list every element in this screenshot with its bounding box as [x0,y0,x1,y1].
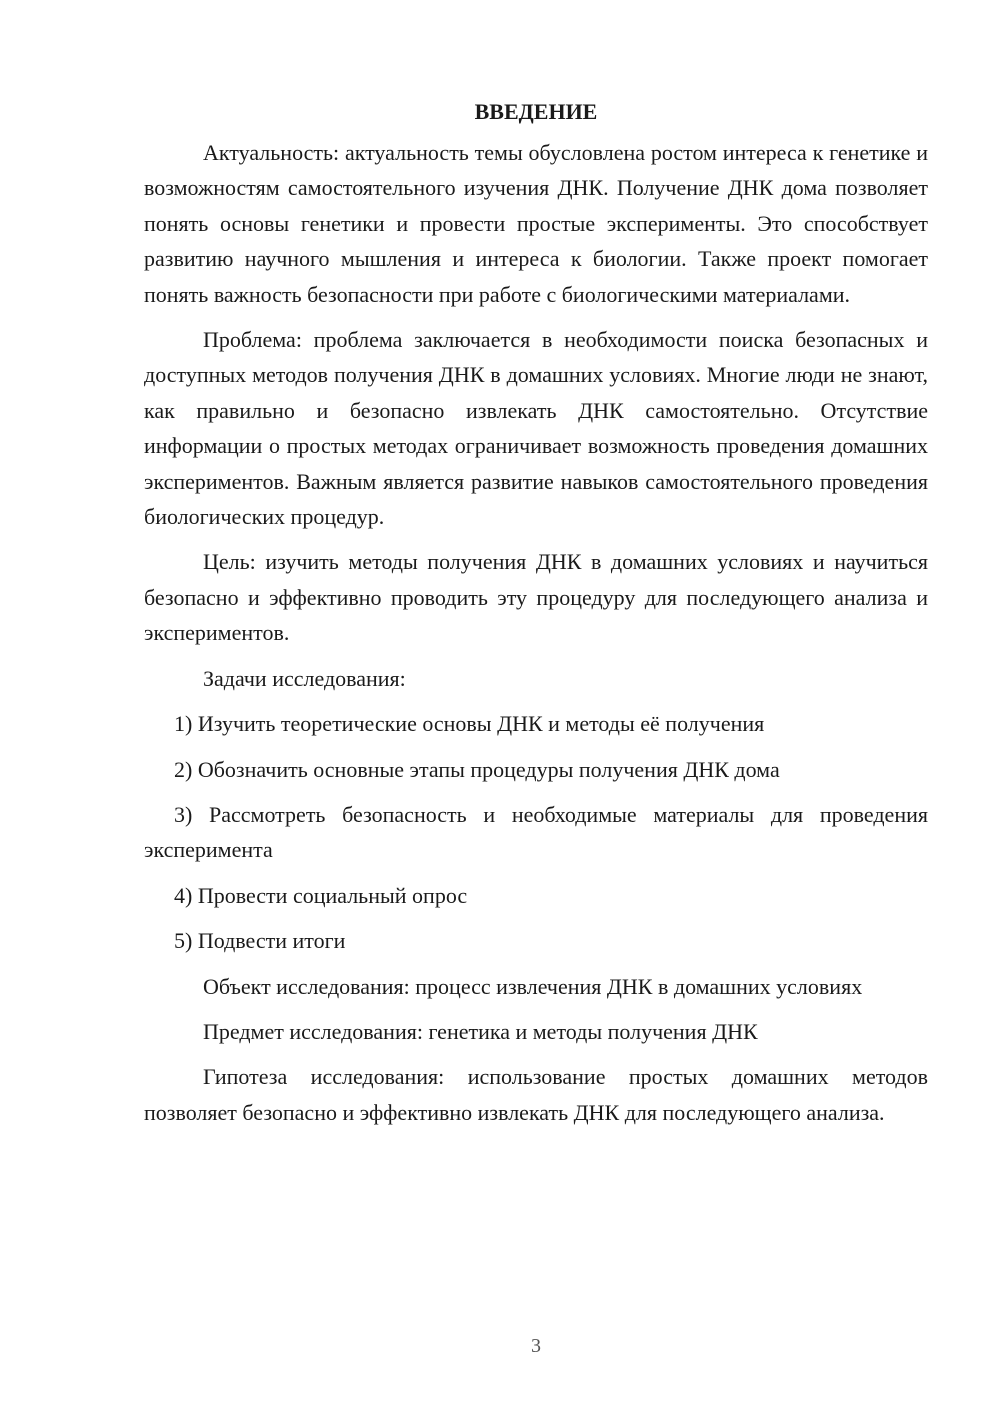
tasks-heading: Задачи исследования: [203,665,406,691]
task-item-4: 4) Провести социальный опрос [174,882,468,908]
subject-paragraph: Предмет исследования: генетика и методы получения ДНК [203,1018,758,1044]
problem-paragraph: Проблема: проблема заключается в необходимости поиска безопасных и доступных методов получения ДНК в домашних условиях. Многие люди не знают, как правильно и безопасно извлекать ДНК самостоятельно. Отсутствие информации о простых методах ограничивает возможность проведения домашних экспериментов. Важным является развитие навыков самостоятельного проведения биологических процедур. [144,327,928,530]
object-paragraph: Объект исследования: процесс извлечения ДНК в домашних условиях [203,973,863,999]
page-number: 3 [531,1335,541,1357]
page-content [144,94,928,1130]
goal-paragraph: Цель: изучить методы получения ДНК в домашних условиях и научиться безопасно и эффективно проводить эту процедуру для последующего анализа и экспериментов. [144,549,928,646]
task-item-2: 2) Обозначить основные этапы процедуры получения ДНК дома [174,756,780,782]
section-title: ВВЕДЕНИЕ [474,99,598,124]
task-item-3: 3) Рассмотреть безопасность и необходимые материалы для проведения эксперимента [144,801,928,863]
relevance-paragraph: Актуальность: актуальность темы обусловлена ростом интереса к генетике и возможностям самостоятельного изучения ДНК. Получение ДНК дома позволяет понять основы генетики и провести простые эксперименты. Это способствует развитию научного мышления и интереса к биологии. Также проект помогает понять важность безопасности при работе с биологическими материалами. [144,140,928,307]
hypothesis-paragraph: Гипотеза исследования: использование простых домашних методов позволяет безопасно и эффективно извлекать ДНК для последующего анализа. [144,1064,928,1125]
task-item-1: 1) Изучить теоретические основы ДНК и методы её получения [174,711,765,737]
task-item-5: 5) Подвести итоги [174,928,346,954]
